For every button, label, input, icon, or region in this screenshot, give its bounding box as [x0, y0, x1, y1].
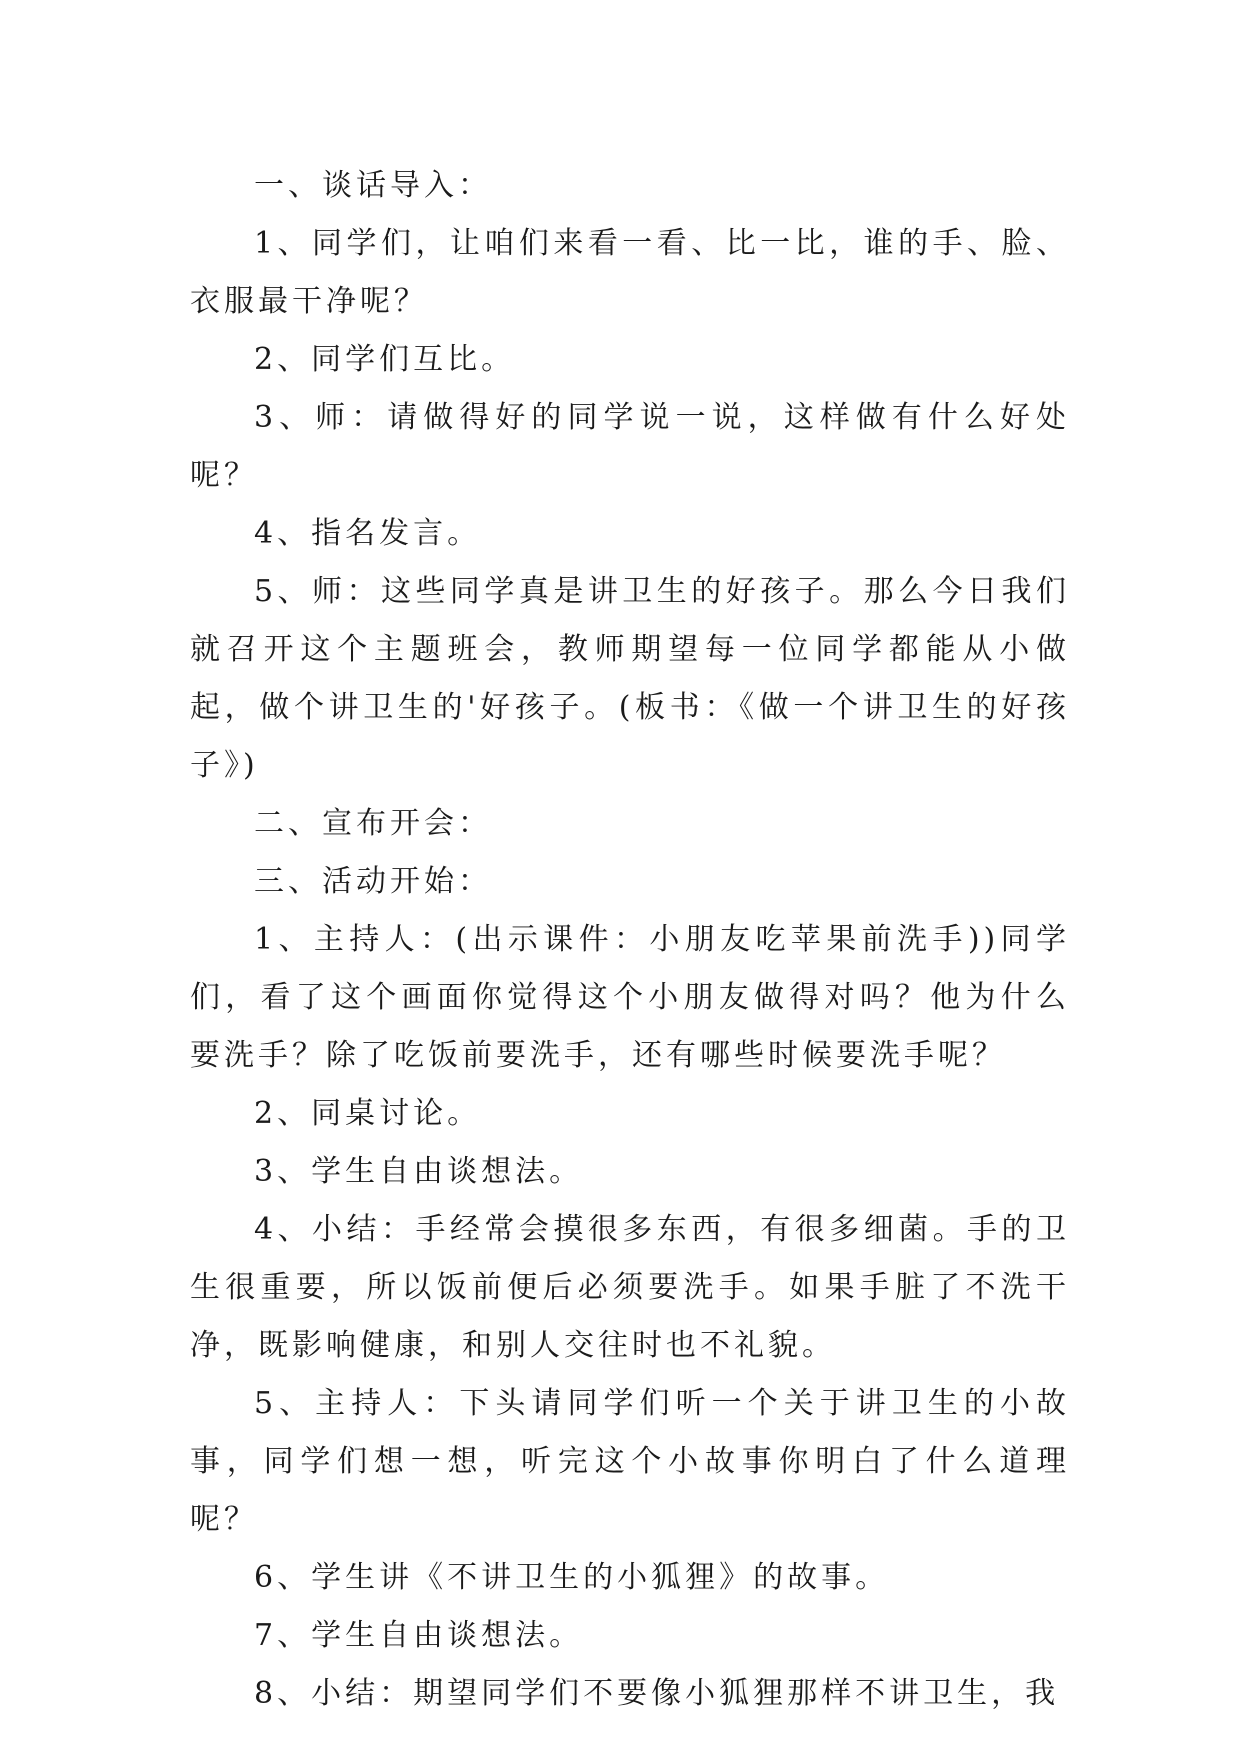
paragraph-item-5: 5、师：这些同学真是讲卫生的好孩子。那么今日我们就召开这个主题班会，教师期望每一位同学都能从小做起，做个讲卫生的'好孩子。(板书：《做一个讲卫生的好孩子》) — [190, 574, 1070, 783]
paragraph-activity-6: 6、学生讲《不讲卫生的小狐狸》的故事。 — [254, 1560, 890, 1595]
paragraph-section-3-heading: 三、活动开始： — [254, 864, 492, 899]
paragraph-activity-7: 7、学生自由谈想法。 — [254, 1618, 584, 1653]
paragraph-item-3: 3、师：请做得好的同学说一说，这样做有什么好处呢？ — [190, 400, 1070, 493]
paragraph-activity-3: 3、学生自由谈想法。 — [254, 1154, 584, 1189]
paragraph-section-1-heading: 一、谈话导入： — [254, 168, 492, 203]
paragraph-section-2-heading: 二、宣布开会： — [254, 806, 492, 841]
paragraph-item-1: 1、同学们，让咱们来看一看、比一比，谁的手、脸、衣服最干净呢？ — [190, 226, 1070, 319]
paragraph-activity-2: 2、同桌讨论。 — [254, 1096, 482, 1131]
paragraph-activity-4: 4、小结：手经常会摸很多东西，有很多细菌。手的卫生很重要，所以饭前便后必须要洗手。如果手脏了不洗干净，既影响健康，和别人交往时也不礼貌。 — [190, 1212, 1070, 1363]
paragraph-activity-5: 5、主持人：下头请同学们听一个关于讲卫生的小故事，同学们想一想，听完这个小故事你明白了什么道理呢？ — [190, 1386, 1070, 1537]
document-body — [190, 157, 1070, 1723]
paragraph-item-2: 2、同学们互比。 — [254, 342, 516, 377]
paragraph-activity-8: 8、小结：期望同学们不要像小狐狸那样不讲卫生，我 — [254, 1676, 1060, 1711]
paragraph-activity-1: 1、主持人：(出示课件：小朋友吃苹果前洗手))同学们，看了这个画面你觉得这个小朋友做得对吗？他为什么要洗手？除了吃饭前要洗手，还有哪些时候要洗手呢？ — [190, 922, 1070, 1073]
paragraph-item-4: 4、指名发言。 — [254, 516, 482, 551]
